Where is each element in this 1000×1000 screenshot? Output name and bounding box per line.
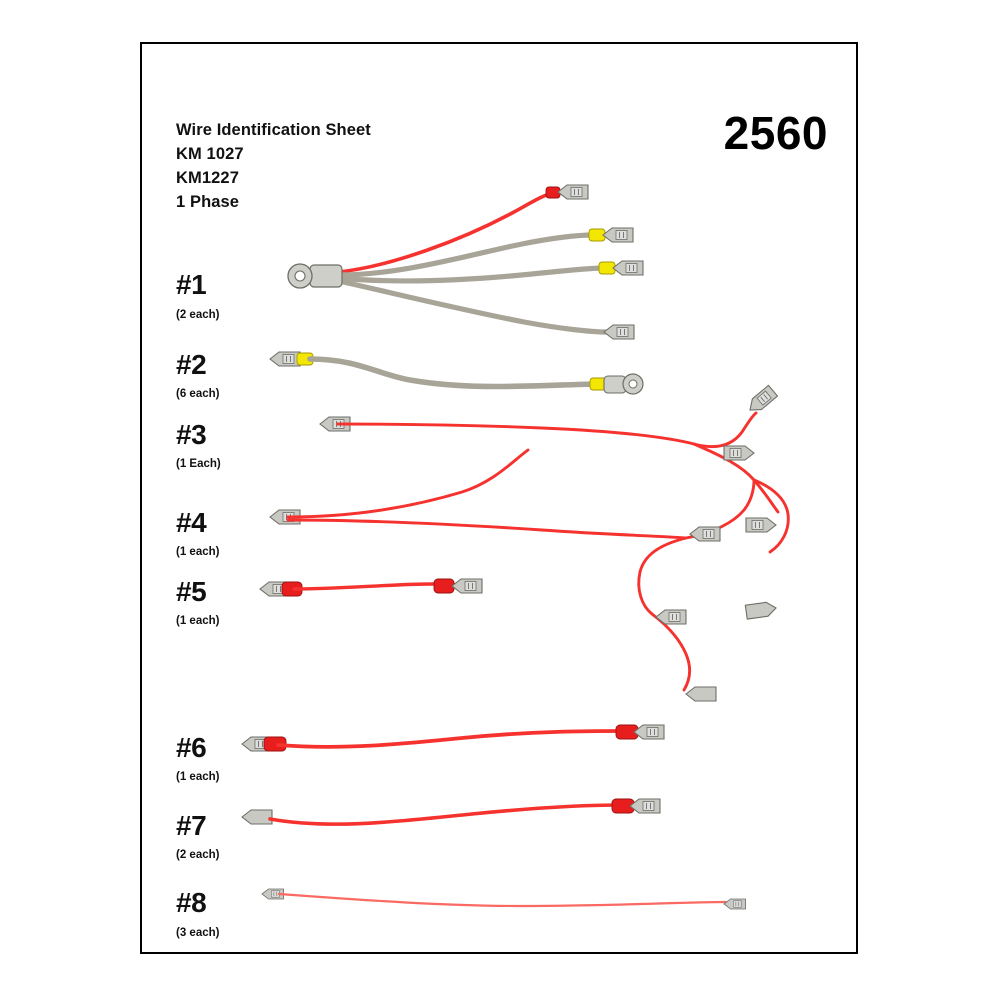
wire-4-main: [288, 520, 686, 538]
terminal-1-b: [613, 261, 643, 275]
row-qty-5: (1 each): [176, 615, 220, 627]
terminal-1-top: [558, 185, 588, 199]
ring-terminal-1: [288, 264, 342, 288]
wire-identification-sheet: [140, 42, 858, 954]
terminal-7-left: [242, 810, 272, 824]
terminal-4-right-lower: [745, 601, 777, 619]
terminal-1-c: [604, 325, 634, 339]
terminal-3-mid: [746, 385, 778, 415]
row-qty-8: (3 each): [176, 927, 220, 939]
terminal-8-right: [724, 899, 746, 909]
wire-6: [278, 731, 624, 747]
row-label-4: #4: [176, 507, 207, 538]
wire-4-branch-right: [754, 480, 788, 552]
terminal-6-right: [634, 725, 664, 739]
row-qty-4: (1 each): [176, 546, 220, 558]
row-label-6: #6: [176, 732, 207, 763]
document-number: 2560: [723, 107, 828, 159]
row-qty-6: (1 each): [176, 771, 220, 783]
row-qty-2: (6 each): [176, 388, 220, 400]
wire-1-gray-c: [339, 281, 606, 332]
terminal-4-bottom: [686, 687, 716, 701]
terminal-4-right-upper: [746, 518, 776, 532]
row-label-3: #3: [176, 419, 207, 450]
wire-4-branch-lower: [652, 614, 690, 690]
row-label-8: #8: [176, 887, 207, 918]
wire-harness-diagram: [142, 44, 860, 956]
title-line-4: 1 Phase: [176, 192, 240, 211]
title-line-3: KM1227: [176, 168, 239, 187]
row-label-1: #1: [176, 269, 207, 300]
ring-terminal-2: [604, 374, 643, 394]
wire-2-gray: [310, 359, 597, 387]
boot-5-red-right: [434, 579, 454, 593]
row-qty-7: (2 each): [176, 849, 220, 861]
row-qty-3: (1 Each): [176, 458, 221, 470]
wire-7: [270, 805, 622, 824]
wire-4-branch-down: [639, 538, 686, 614]
title-line-2: KM 1027: [176, 144, 244, 163]
terminal-4-mid: [690, 527, 720, 541]
terminal-1-a: [603, 228, 633, 242]
terminal-2-left: [270, 352, 300, 366]
wire-8: [279, 894, 726, 906]
title-line-1: Wire Identification Sheet: [176, 121, 371, 139]
terminal-3-right: [724, 446, 754, 460]
terminal-5-right: [452, 579, 482, 593]
row-label-2: #2: [176, 349, 207, 380]
row-label-5: #5: [176, 576, 207, 607]
row-qty-1: (2 each): [176, 309, 220, 321]
terminal-7-right: [630, 799, 660, 813]
wire-4-upper: [288, 450, 528, 517]
row-label-7: #7: [176, 810, 207, 841]
wire-3-main: [338, 413, 756, 447]
